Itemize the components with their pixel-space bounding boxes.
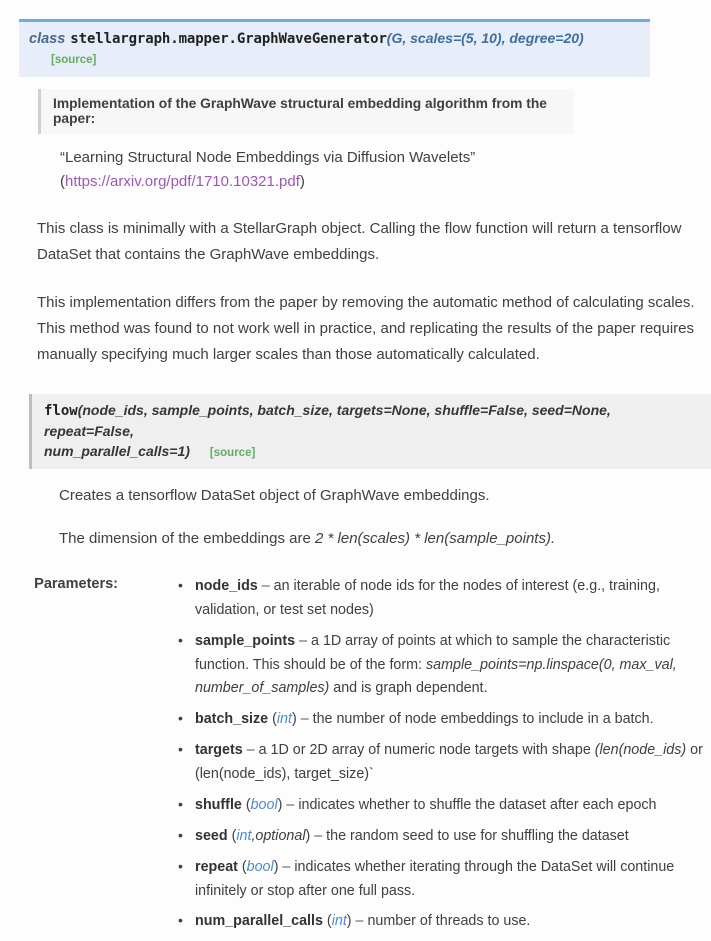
parameter-name: repeat — [195, 858, 238, 875]
parameter-name: targets — [195, 742, 243, 759]
parameter-description-emphasis: sample_points=np.linspace(0, max_val, number_of_samples) — [195, 656, 677, 697]
parameter-item: • shuffle (bool) – indicates whether to shuffle the dataset after each epoch — [178, 794, 711, 818]
parameter-name: node_ids — [195, 577, 258, 594]
parameter-item — [178, 630, 711, 702]
parameter-item: • num_parallel_calls (int) – number of threads to use. — [178, 910, 711, 934]
parameter-dash: – — [351, 913, 368, 930]
parameter-description: an iterable of node ids for the nodes of interest (e.g., training, validation, or test set nodes) — [195, 577, 660, 618]
parameter-type: bool — [246, 858, 274, 875]
parameter-type: int — [236, 827, 252, 844]
method-description-line-2 — [59, 527, 659, 551]
parameter-item: • repeat (bool) – indicates whether iterating through the DataSet will continue infinitely or stop after one full pass. — [178, 856, 711, 904]
parameters-section — [0, 575, 711, 941]
parameter-description: indicates whether iterating through the DataSet will continue infinitely or stop after one full pass. — [195, 858, 675, 899]
paper-url-link[interactable]: https://arxiv.org/pdf/1710.10321.pdf — [65, 173, 300, 191]
parameters-list — [118, 575, 711, 941]
parameter-dash: – — [257, 577, 274, 594]
parameter-name: sample_points — [195, 632, 296, 649]
parameter-dash: – — [242, 742, 259, 759]
parameter-description: the random seed to use for shuffling the dataset — [326, 827, 629, 844]
paper-close-paren: ) — [299, 173, 305, 191]
class-keyword: class — [29, 31, 66, 47]
parameters-label: Parameters: — [34, 575, 118, 592]
method-description-emphasis: 2 * len(scales) * len(sample_points). — [315, 529, 556, 547]
parameter-dash: – — [295, 632, 312, 649]
description-paragraph-2: This implementation differs from the paper by removing the automatic method of calculating scales. This method was found to not work well in practice, and replicating the results of the paper requires manually specifying much larger scales than those automatically calculated. — [37, 294, 695, 363]
paper-citation — [60, 146, 620, 195]
parameter-name: seed — [195, 827, 228, 844]
parameter-name: num_parallel_calls — [195, 913, 323, 930]
flow-source-link[interactable]: [source] — [209, 447, 256, 460]
implementation-note: Implementation of the GraphWave structural embedding algorithm from the paper: — [38, 89, 574, 134]
parameter-name: batch_size — [195, 711, 269, 728]
flow-method-name: flow — [44, 402, 78, 419]
documentation-page — [0, 19, 711, 930]
parameter-dash: – — [282, 796, 299, 813]
class-signature-params: (G, scales=(5, 10), degree=20) — [386, 30, 584, 46]
parameter-item: • seed (int,optional) – the random seed to use for shuffling the dataset — [178, 825, 711, 849]
method-description-line-1: Creates a tensorflow DataSet object of GraphWave embeddings. — [59, 486, 490, 504]
parameter-description: a 1D array of points at which to sample the characteristic function. This should be of the form: — [195, 632, 671, 673]
parameter-dash: – — [310, 827, 327, 844]
flow-method-signature-block — [29, 394, 711, 469]
parameter-item: • batch_size (int) – the number of node embeddings to include in a batch. — [178, 708, 711, 732]
paper-title: “Learning Structural Node Embeddings via Diffusion Wavelets” — [60, 149, 476, 167]
class-qualified-name: stellargraph.mapper.GraphWaveGenerator — [70, 31, 387, 47]
parameter-type-extra: ,optional — [251, 827, 306, 844]
parameter-description-emphasis: (len(node_ids) — [594, 742, 687, 759]
parameter-type: bool — [250, 796, 278, 813]
parameter-item — [178, 575, 711, 623]
parameter-dash: – — [296, 711, 313, 728]
parameter-description: a 1D or 2D array of numeric node targets with shape — [258, 742, 595, 759]
parameter-description: indicates whether to shuffle the dataset after each epoch — [298, 796, 657, 813]
parameter-description: the number of node embeddings to include in a batch. — [312, 711, 654, 728]
description-paragraph-1: This class is minimally with a StellarGraph object. Calling the flow function will return a tensorflow DataSet that contains the GraphWave embeddings. — [37, 219, 682, 263]
method-description-prefix: The dimension of the embeddings are — [59, 529, 315, 547]
parameter-type: int — [276, 711, 292, 728]
flow-params-line-1: (node_ids, sample_points, batch_size, targets=None, shuffle=False, seed=None, repeat=False, — [44, 401, 611, 439]
parameter-item — [178, 739, 711, 787]
parameter-type: int — [331, 913, 347, 930]
parameter-description-suffix: or (len(node_ids), target_size)` — [195, 742, 703, 783]
flow-params-line-2: num_parallel_calls=1) — [44, 443, 190, 460]
parameter-description-suffix: and is graph dependent. — [329, 680, 488, 697]
class-source-link[interactable]: [source] — [51, 53, 97, 66]
class-signature-block — [19, 19, 650, 77]
parameter-dash: – — [278, 858, 295, 875]
parameter-description: number of threads to use. — [367, 913, 531, 930]
paper-open-paren: ( — [60, 173, 65, 191]
parameter-name: shuffle — [195, 796, 242, 813]
